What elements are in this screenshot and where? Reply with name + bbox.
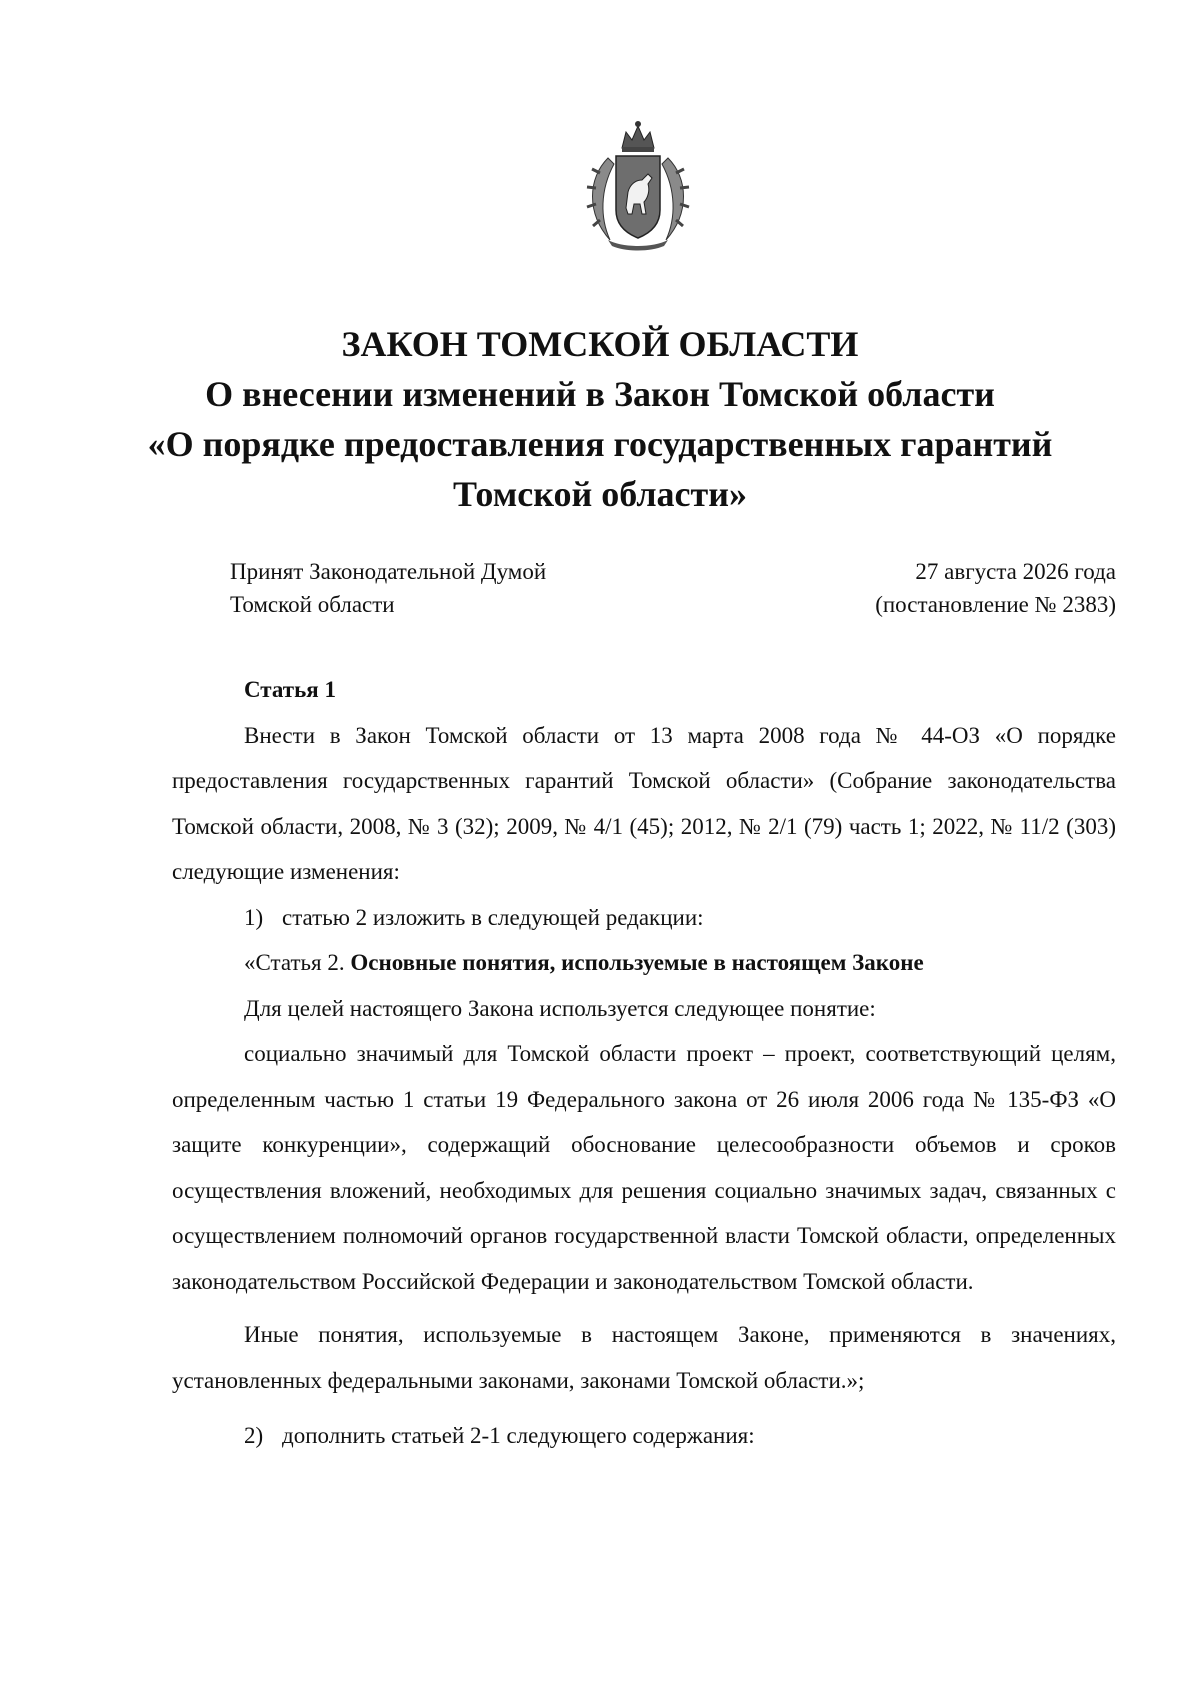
adoption-body-line-2: Томской области [230, 592, 395, 617]
law-title-line-2: «О порядке предоставления государственных гарантий [147, 424, 1053, 464]
adoption-date: 27 августа 2026 года [915, 559, 1116, 584]
law-title-line-1: О внесении изменений в Закон Томской области [205, 374, 995, 414]
quoted-article-2-heading [172, 940, 1116, 986]
law-type-heading: ЗАКОН ТОМСКОЙ ОБЛАСТИ [341, 324, 859, 364]
law-title-line-3: Томской области» [453, 474, 747, 514]
adoption-date-block [875, 555, 1116, 621]
amendment-item-2-number: 2) [244, 1423, 264, 1448]
definition-intro: Для целей настоящего Закона используется следующее понятие: [244, 995, 876, 1021]
adoption-body [230, 555, 546, 621]
article-1-intro: Внести в Закон Томской области от 13 марта 2008 года № 44-ОЗ «О порядке предоставления государственных гарантий Томской области» (Собрание законодательства Томской области, 2008, № 3 (32); 2009, № 4/1 (45); 2012, № 2/1 (79) часть 1; 2022, № 11/2 (303) следующие изменения: [172, 722, 1116, 884]
resolution-number: (постановление № 2383) [875, 592, 1116, 617]
quoted-article-prefix: «Статья 2. [244, 950, 345, 975]
amendment-item-1 [172, 895, 1116, 941]
adoption-body-line-1: Принят Законодательной Думой [230, 559, 547, 584]
article-1-heading: Статья 1 [244, 677, 336, 702]
quoted-article-title: Основные понятия, используемые в настоящем Законе [350, 950, 924, 975]
definition-text: социально значимый для Томской области проект – проект, соответствующий целям, определенным частью 1 статьи 19 Федерального закона от 26 июля 2006 года № 135-ФЗ «О защите конкуренции», содержащий обоснование целесообразности объемов и сроков осуществления вложений, необходимых для решения социально значимых задач, связанных с осуществлением полномочий органов государственной власти Томской области, определенных законодательством Российской Федерации и законодательством Томской области. [172, 1041, 1116, 1294]
law-body [172, 667, 1116, 1459]
amendment-item-1-number: 1) [244, 904, 264, 930]
amendment-item-1-text: статью 2 изложить в следующей редакции: [282, 904, 704, 930]
coat-of-arms-icon [578, 118, 698, 254]
amendment-item-2 [172, 1413, 1116, 1459]
amendment-item-2-text: дополнить статьей 2-1 следующего содержания: [282, 1423, 755, 1448]
other-terms-paragraph: Иные понятия, используемые в настоящем Законе, применяются в значениях, установленных федеральными законами, законами Томской области.»; [172, 1322, 1116, 1393]
